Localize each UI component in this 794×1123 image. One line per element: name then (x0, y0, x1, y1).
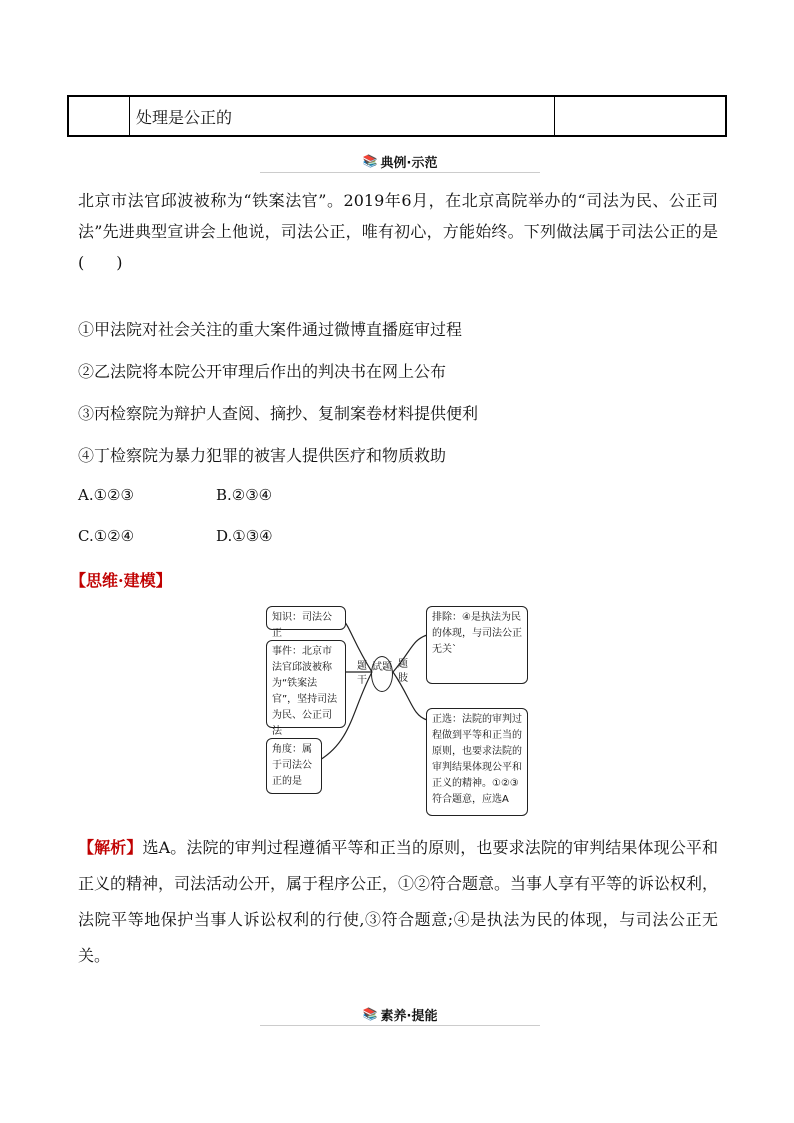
book-icon: 📚 (362, 1007, 378, 1021)
diagram-box-exclude: 排除：④是执法为民的体现，与司法公正无关` (426, 606, 528, 684)
option-a: A.①②③ (78, 486, 134, 504)
diagram-box-correct: 正选：法院的审判过程做到平等和正当的原则，也要求法院的审判结果体现公平和正义的精神。①②③符合题意，应选A (426, 708, 528, 816)
question-item-3: ③丙检察院为辩护人查阅、摘抄、复制案卷材料提供便利 (78, 404, 479, 423)
diagram-box-angle: 角度：属于司法公正的是 (266, 738, 322, 794)
question-stem: 北京市法官邱波被称为“铁案法官”。2019年6月，在北京高院举办的“司法为民、公正司法”先进典型宣讲会上他说，司法公正，唯有初心，方能始终。下列做法属于司法公正的是 ( ) (78, 191, 735, 272)
table-cell-text: 处理是公正的 (130, 97, 555, 135)
section-title: 典例·示范 (380, 155, 438, 171)
model-tag: 【思维·建模】 (70, 571, 172, 590)
analysis-text: 选A。法院的审判过程遵循平等和正当的原则，也要求法院的审判结果体现公平和正义的精神，司法活动公开，属于程序公正，①②符合题意。当事人享有平等的诉讼权利，法院平等地保护当事人诉讼权利的行使,③符合题意;④是执法为民的体现，与司法公正无关。 (78, 838, 719, 965)
section-title: 素养·提能 (380, 1008, 438, 1024)
table-row (67, 95, 727, 137)
book-icon: 📚 (362, 154, 378, 168)
section-header-example (260, 150, 540, 173)
option-d: D.①③④ (216, 527, 273, 545)
analysis-paragraph (78, 830, 718, 974)
question-item-1: ①甲法院对社会关注的重大案件通过微博直播庭审过程 (78, 320, 463, 339)
diagram-label-stem: 题干 (357, 661, 367, 686)
table-cell-empty (555, 97, 725, 135)
diagram-box-knowledge: 知识：司法公正 (266, 606, 346, 630)
diagram-center-node: 试题 (371, 656, 393, 692)
analysis-tag: 【解析】 (78, 838, 143, 857)
question-item-4: ④丁检察院为暴力犯罪的被害人提供医疗和物质救助 (78, 446, 447, 465)
diagram-label-options: 题肢 (398, 659, 408, 684)
option-c: C.①②④ (78, 527, 135, 545)
table-cell-empty (69, 97, 130, 135)
option-b: B.②③④ (216, 486, 273, 504)
diagram-box-event: 事件：北京市法官邱波被称为“铁案法官”，坚持司法为民、公正司法 (266, 640, 346, 728)
question-item-2: ②乙法院将本院公开审理后作出的判决书在网上公布 (78, 362, 447, 381)
section-header-practice (260, 1003, 540, 1026)
